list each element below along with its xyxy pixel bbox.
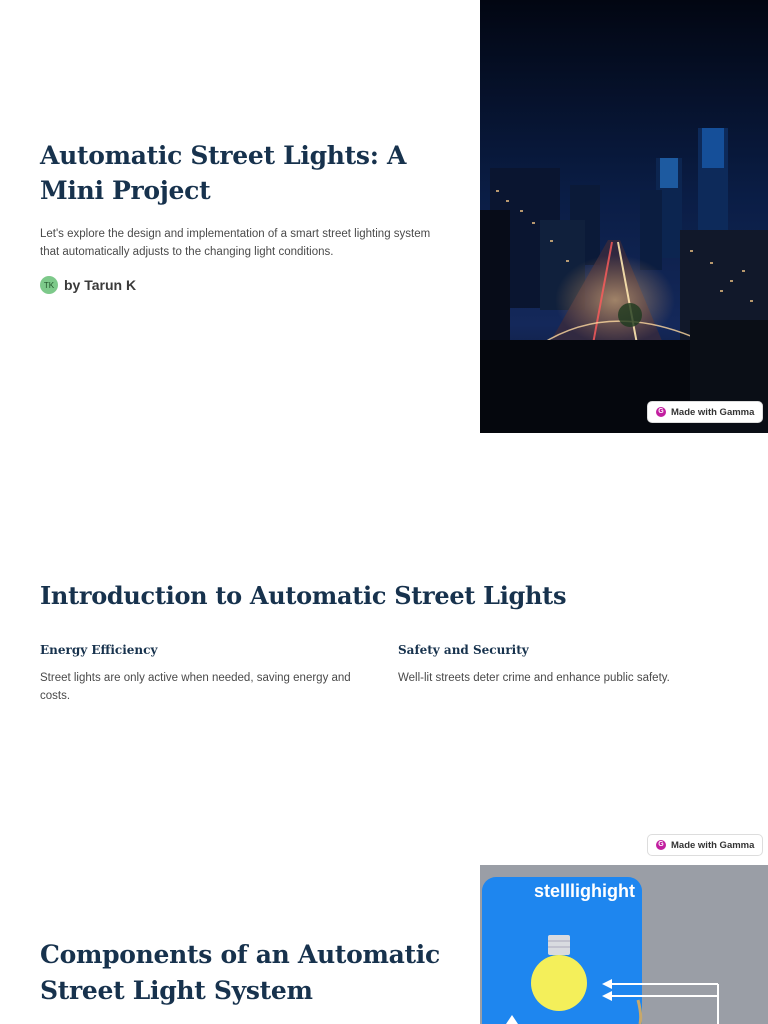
made-with-gamma-badge[interactable]: [647, 834, 763, 856]
made-with-gamma-badge[interactable]: [647, 401, 763, 423]
feature-column: [40, 643, 360, 705]
slide-description: Let's explore the design and implementation of a smart street lighting system that automatically adjusts to the changing light conditions.: [40, 228, 431, 258]
introduction-slide: [0, 433, 768, 865]
feature-text: Street lights are only active when needed, saving energy and costs.: [40, 672, 351, 702]
badge-label: Made with Gamma: [671, 406, 755, 418]
gamma-logo-icon: G: [656, 840, 666, 850]
diagram-brand-text: stelllighight: [534, 881, 635, 901]
slide-title: Automatic Street Lights: A Mini Project: [40, 141, 407, 205]
title-slide: [0, 0, 768, 433]
badge-label: Made with Gamma: [671, 839, 755, 851]
slide-title: Components of an Automatic Street Light System: [40, 940, 440, 1005]
author-line: [40, 276, 136, 294]
components-slide: [0, 865, 768, 1024]
slide-title: Introduction to Automatic Street Lights: [40, 581, 567, 610]
lightbulb-icon: [480, 865, 768, 1024]
gamma-logo-icon: G: [656, 407, 666, 417]
feature-heading: Energy Efficiency: [40, 643, 158, 657]
feature-text: Well-lit streets deter crime and enhance public safety.: [398, 672, 670, 684]
street-light-diagram-image: [480, 865, 768, 1024]
city-night-image: [480, 0, 768, 433]
author-name: by Tarun K: [64, 277, 137, 293]
feature-column: [398, 643, 718, 687]
avatar: TK: [40, 276, 58, 294]
feature-heading: Safety and Security: [398, 643, 529, 657]
